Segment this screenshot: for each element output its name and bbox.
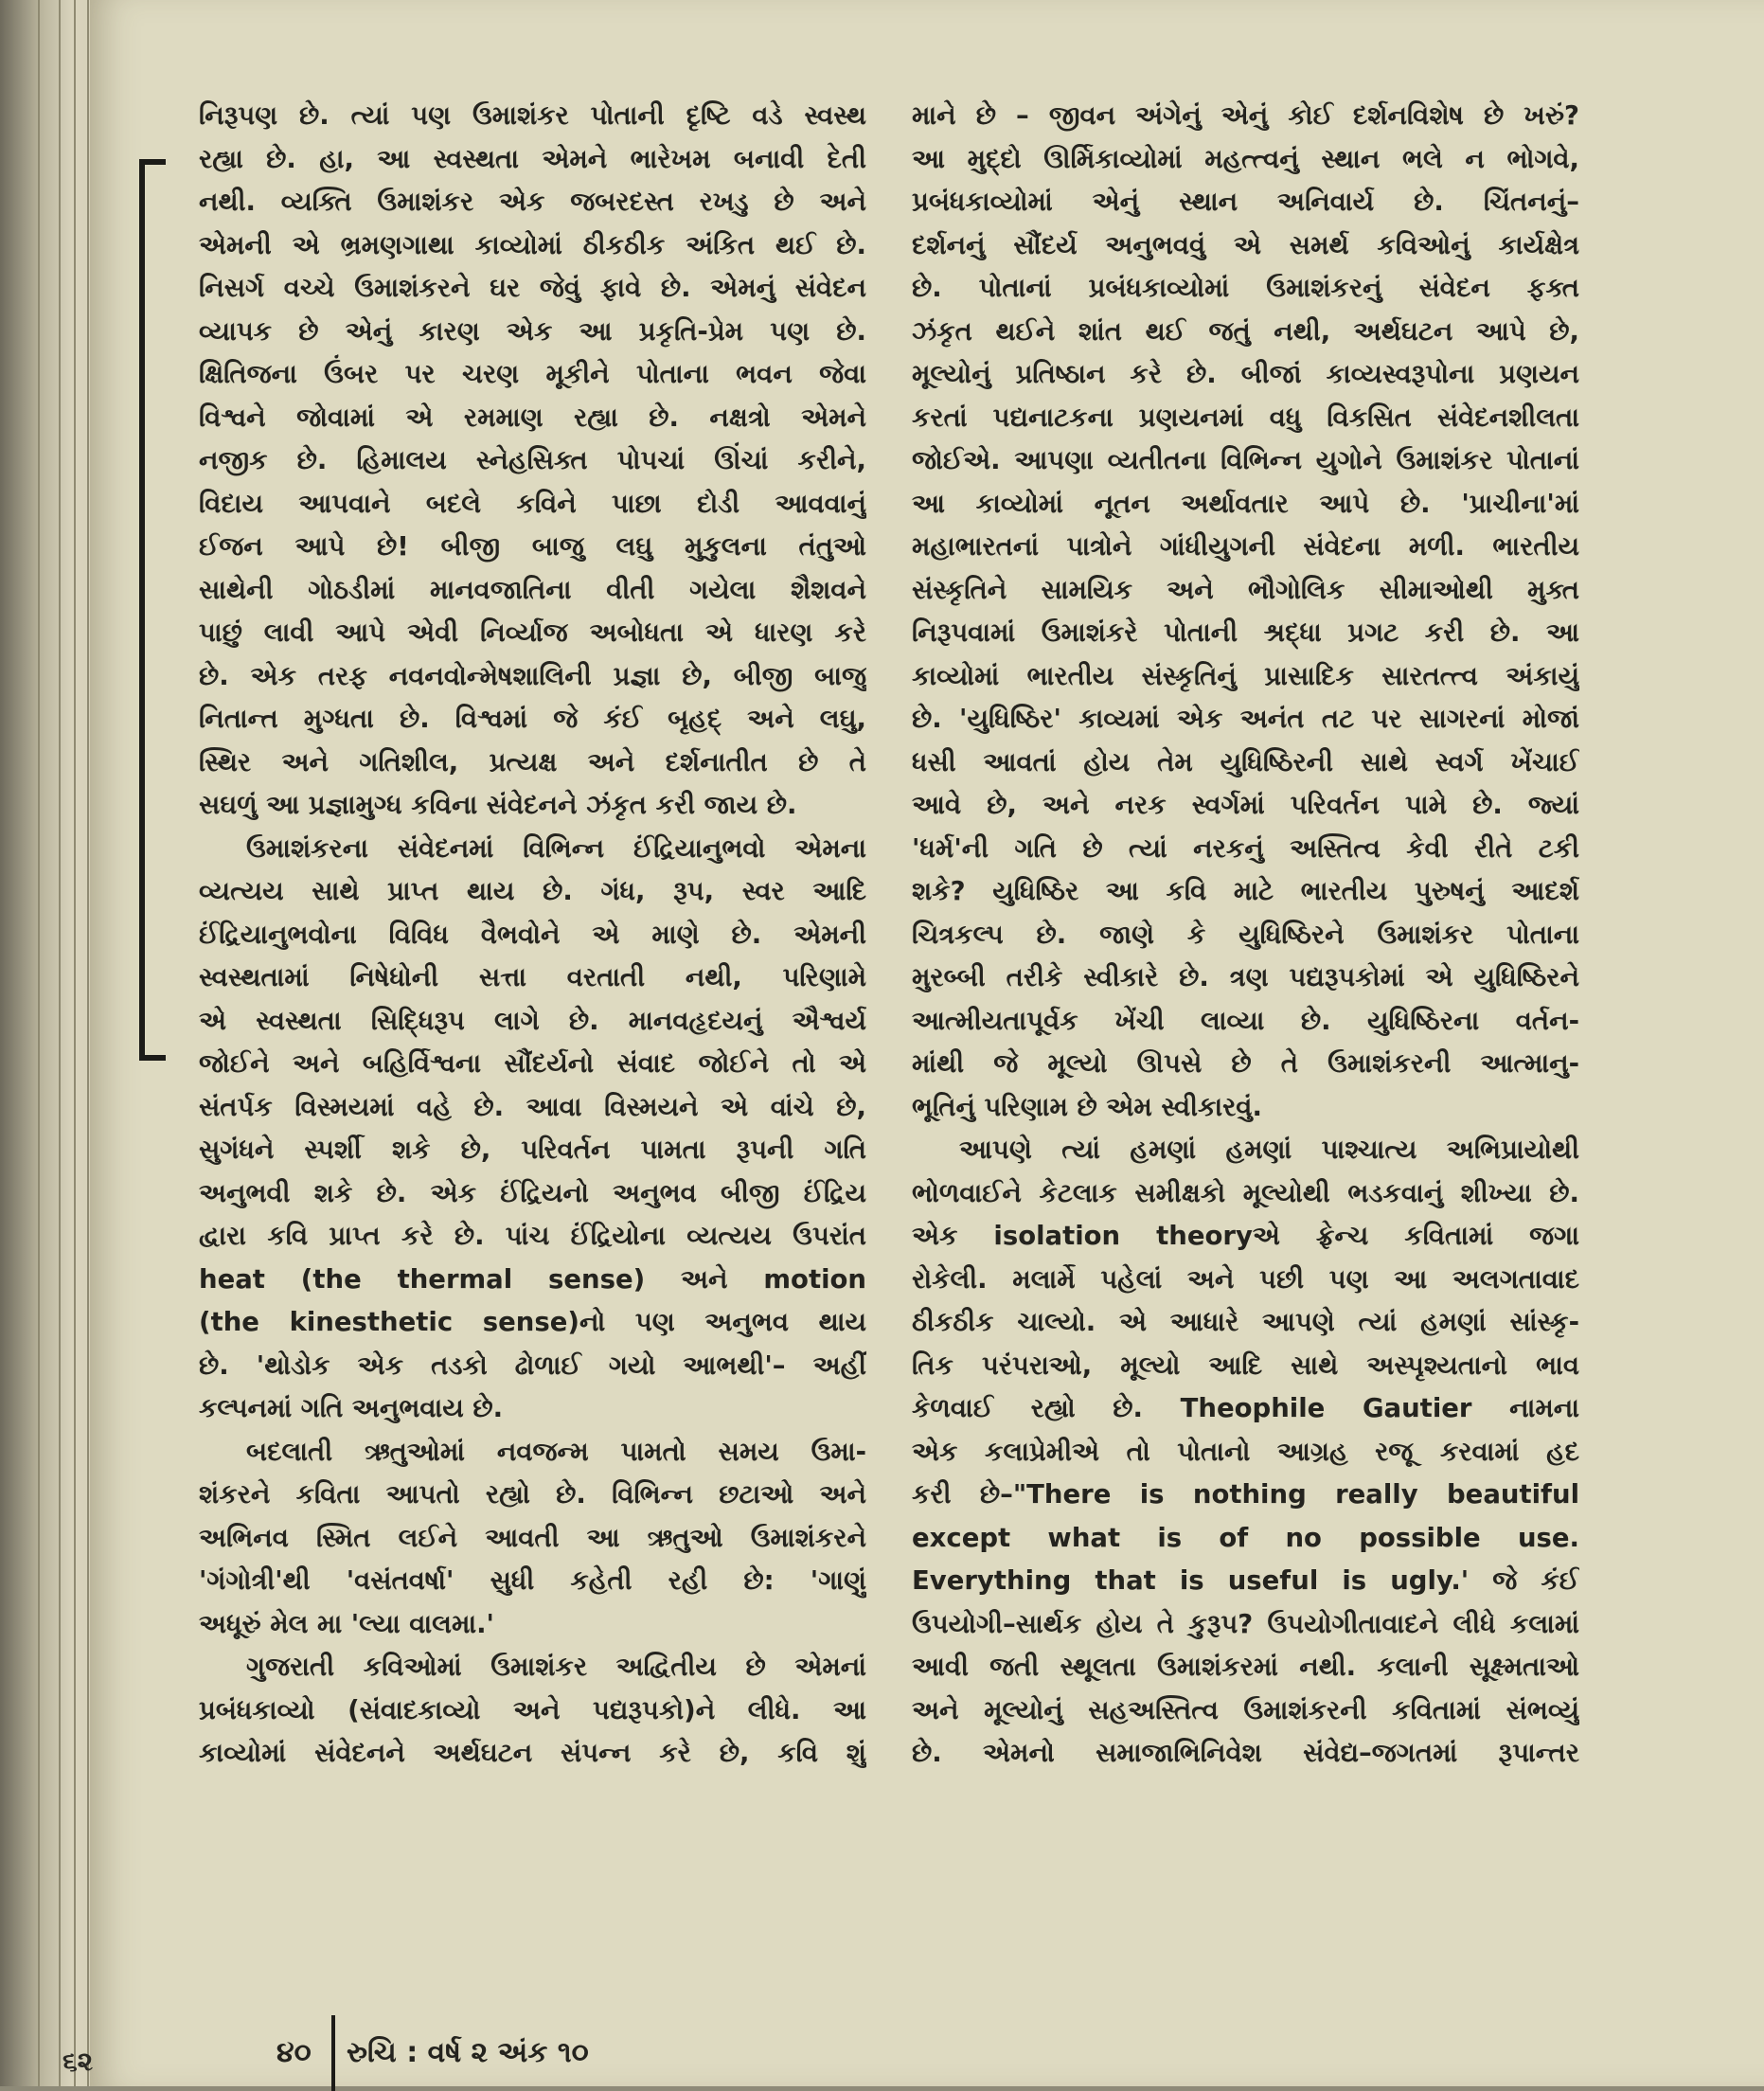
- text-line: એમની એ ભ્રમણગાથા કાવ્યોમાં ઠીકઠીક અંકિત થઈ છે.: [199, 229, 866, 260]
- text-line: ઝંકૃત થઈને શાંત થઈ જતું નથી, અર્થઘટન આપે છે,: [912, 315, 1579, 347]
- text-line: આ કાવ્યોમાં નૂતન અર્થાવતાર આપે છે. 'પ્રાચીના'માં: [912, 488, 1579, 519]
- text-line: બદલાતી ઋતુઓમાં નવજન્મ પામતો સમય ઉમા-: [246, 1436, 866, 1467]
- text-line: ચિત્રકલ્પ છે. જાણે કે યુધિષ્ઠિરને ઉમાશંકર પોતાના: [912, 919, 1579, 950]
- text-line: આવી જતી સ્થૂલતા ઉમાશંકરમાં નથી. કલાની સૂક્ષ્મતાઓ: [912, 1652, 1579, 1682]
- text-line: દર્શનનું સૌંદર્ય અનુભવવું એ સમર્થ કવિઓનું કાર્યક્ષેત્ર: [912, 229, 1579, 260]
- text-line: છે. પોતાનાં પ્રબંધકાવ્યોમાં ઉમાશંકરનું સંવેદન ફક્ત: [912, 273, 1579, 303]
- text-line: રહ્યા છે. હા, આ સ્વસ્થતા એમને ભારેખમ બનાવી દેતી: [199, 143, 866, 174]
- text-line: એ સ્વસ્થતા સિદ્ધિરૂપ લાગે છે. માનવહૃદયનું ઐશ્વર્ય: [199, 1005, 866, 1036]
- text-line: સંતર્પક વિસ્મયમાં વહે છે. આવા વિસ્મયને એ વાંચે છે,: [199, 1091, 866, 1122]
- text-line: નિરૂપણ છે. ત્યાં પણ ઉમાશંકર પોતાની દૃષ્ટિ વડે સ્વસ્થ: [199, 100, 866, 131]
- text-line: મુરબ્બી તરીકે સ્વીકારે છે. ત્રણ પદ્યરૂપકોમાં એ યુધિષ્ઠિરને: [912, 962, 1579, 992]
- footer-journal-info: રુચિ : વર્ષ ૨ અંક ૧૦: [347, 2036, 589, 2069]
- text-line: ક્ષિતિજના ઉંબર પર ચરણ મૂકીને પોતાના ભવન જેવા: [199, 359, 866, 389]
- text-line: સ્વસ્થતામાં નિષેધોની સત્તા વરતાતી નથી, પરિણામે: [199, 962, 866, 992]
- text-line: વિશ્વને જોવામાં એ રમમાણ રહ્યા છે. નક્ષત્રો એમને: [199, 402, 866, 433]
- text-line: ધસી આવતાં હોય તેમ યુધિષ્ઠિરની સાથે સ્વર્ગ ખેંચાઈ: [912, 746, 1579, 777]
- text-line: વ્યાપક છે એનું કારણ એક આ પ્રકૃતિ-પ્રેમ પણ છે.: [199, 315, 866, 347]
- text-line: સ્થિર અને ગતિશીલ, પ્રત્યક્ષ અને દર્શનાતીત છે તે: [199, 746, 866, 777]
- footer-page-number: ૪૦: [276, 2036, 312, 2069]
- text-line: except what is of no possible use.: [912, 1522, 1579, 1553]
- text-line: Everything that is useful is ugly.' જે કંઈ: [912, 1565, 1579, 1596]
- text-line: કલ્પનમાં ગતિ અનુભવાય છે.: [199, 1393, 504, 1423]
- text-line: ભૂતિનું પરિણામ છે એમ સ્વીકારવું.: [912, 1091, 1262, 1122]
- text-line: સુગંધને સ્પર્શી શકે છે, પરિવર્તન પામતા રૂપની ગતિ: [199, 1135, 866, 1165]
- text-line: પ્રબંધકાવ્યો (સંવાદકાવ્યો અને પદ્યરૂપકો)ને લીધે. આ: [199, 1694, 866, 1725]
- text-line: ભોળવાઈને કેટલાક સમીક્ષકો મૂલ્યોથી ભડકવાનું શીખ્યા છે.: [912, 1177, 1579, 1208]
- text-line: છે. એક તરફ નવનવોન્મેષશાલિની પ્રજ્ઞા છે, બીજી બાજુ: [199, 660, 866, 691]
- text-line: અભિનવ સ્મિત લઈને આવતી આ ઋતુઓ ઉમાશંકરને: [199, 1522, 866, 1553]
- text-line: રોકેલી. મલાર્મે પહેલાં અને પછી પણ આ અલગતાવાદ: [912, 1263, 1579, 1295]
- text-line: આ મુદ્દો ઊર્મિકાવ્યોમાં મહત્ત્વનું સ્થાન ભલે ન ભોગવે,: [912, 143, 1579, 174]
- text-line: આપણે ત્યાં હમણાં હમણાં પાશ્ચાત્ય અભિપ્રાયોથી: [959, 1135, 1579, 1165]
- text-line: ગુજરાતી કવિઓમાં ઉમાશંકર અદ્વિતીય છે એમનાં: [246, 1652, 866, 1682]
- text-line: દ્વારા કવિ પ્રાપ્ત કરે છે. પાંચ ઈંદ્રિયોના વ્યત્યય ઉપરાંત: [199, 1221, 866, 1251]
- text-line: (the kinesthetic sense)નો પણ અનુભવ થાય: [199, 1307, 866, 1337]
- text-line: છે. એમનો સમાજાભિનિવેશ સંવેદ્ય–જગતમાં રૂપાન્તર: [912, 1738, 1579, 1768]
- text-line: કાવ્યોમાં સંવેદનને અર્થઘટન સંપન્ન કરે છે, કવિ શું: [199, 1738, 866, 1768]
- text-line: માંથી જે મૂલ્યો ઊપસે છે તે ઉમાશંકરની આત્માનુ-: [912, 1048, 1579, 1079]
- footer-divider: [331, 2015, 335, 2091]
- text-line: કેળવાઈ રહ્યો છે. Theophile Gautier નામના: [912, 1393, 1579, 1423]
- text-line: નથી. વ્યક્તિ ઉમાશંકર એક જબરદસ્ત રખડુ છે અને: [199, 187, 866, 217]
- text-line: છે. 'થોડોક એક તડકો ઢોળાઈ ગયો આભથી'– અહીં: [199, 1349, 866, 1381]
- text-line: કરી છે–"There is nothing really beautiful: [912, 1479, 1579, 1510]
- text-line: કાવ્યોમાં ભારતીય સંસ્કૃતિનું પ્રાસાદિક સારતત્ત્વ અંકાયું: [912, 660, 1579, 691]
- text-line: મહાભારતનાં પાત્રોને ગાંધીયુગની સંવેદના મળી. ભારતીય: [912, 531, 1579, 562]
- text-line: 'ધર્મ'ની ગતિ છે ત્યાં નરકનું અસ્તિત્વ કેવી રીતે ટકી: [912, 832, 1579, 864]
- text-line: નિરૂપવામાં ઉમાશંકરે પોતાની શ્રદ્ધા પ્રગટ કરી છે. આ: [912, 617, 1579, 648]
- text-line: નિસર્ગ વચ્ચે ઉમાશંકરને ઘર જેવું ફાવે છે. એમનું સંવેદન: [199, 273, 866, 303]
- text-line: 'ગંગોત્રી'થી 'વસંતવર્ષા' સુધી કહેતી રહી છે: 'ગાણું: [199, 1565, 866, 1596]
- text-line: ઠીકઠીક ચાલ્યો. એ આધારે આપણે ત્યાં હમણાં સાંસ્કૃ-: [912, 1307, 1579, 1337]
- text-line: એક કલાપ્રેમીએ તો પોતાનો આગ્રહ રજૂ કરવામાં હદ: [912, 1436, 1579, 1467]
- text-line: છે. 'યુધિષ્ઠિર' કાવ્યમાં એક અનંત તટ પર સાગરનાં મોજાં: [912, 704, 1579, 734]
- text-line: શંકરને કવિતા આપતો રહ્યો છે. વિભિન્ન છટાઓ અને: [199, 1479, 866, 1510]
- text-line: ઉમાશંકરના સંવેદનમાં વિભિન્ન ઈંદ્રિયાનુભવો એમના: [246, 832, 866, 864]
- margin-bracket: [139, 159, 166, 1061]
- text-line: શકે? યુધિષ્ઠિર આ કવિ માટે ભારતીય પુરુષનું આદર્શ: [912, 876, 1579, 906]
- text-line: સઘળું આ પ્રજ્ઞામુગ્ધ કવિના સંવેદનને ઝંકૃત કરી જાય છે.: [199, 790, 797, 820]
- right-text-column: [912, 95, 1579, 1776]
- text-line: અને મૂલ્યોનું સહઅસ્તિત્વ ઉમાશંકરની કવિતામાં સંભવ્યું: [912, 1694, 1579, 1725]
- text-line: એક isolation theoryએ ફ્રેન્ચ કવિતામાં જગા: [912, 1221, 1579, 1251]
- text-line: heat (the thermal sense) અને motion: [199, 1263, 866, 1295]
- text-line: ઉપયોગી–સાર્થક હોય તે કુરૂપ? ઉપયોગીતાવાદને લીધે કલામાં: [912, 1608, 1579, 1639]
- text-line: સાથેની ગોઠડીમાં માનવજાતિના વીતી ગયેલા શૈશવને: [199, 574, 866, 605]
- text-line: આવે છે, અને નરક સ્વર્ગમાં પરિવર્તન પામે છે. જ્યાં: [912, 790, 1579, 820]
- margin-page-number: ૬૨: [62, 2046, 94, 2077]
- left-text-column: [199, 95, 866, 1776]
- text-line: વ્યત્યય સાથે પ્રાપ્ત થાય છે. ગંધ, રૂપ, સ્વર આદિ: [199, 876, 866, 906]
- text-line: અધૂરું મેલ મા 'લ્યા વાલમા.': [199, 1608, 494, 1639]
- text-line: કરતાં પદ્યનાટકના પ્રણયનમાં વધુ વિકસિત સંવેદનશીલતા: [912, 402, 1579, 433]
- text-line: નજીક છે. હિમાલય સ્નેહસિક્ત પોપચાં ઊંચાં કરીને,: [199, 445, 866, 475]
- text-line: પ્રબંધકાવ્યોમાં એનું સ્થાન અનિવાર્ય છે. ચિંતનનું–: [912, 187, 1579, 217]
- text-line: ઈજન આપે છે! બીજી બાજુ લઘુ મુકુલના તંતુઓ: [199, 531, 866, 562]
- text-line: માને છે – જીવન અંગેનું એનું કોઈ દર્શનવિશેષ છે ખરું?: [912, 100, 1579, 131]
- text-line: અનુભવી શકે છે. એક ઈંદ્રિયનો અનુભવ બીજી ઈંદ્રિય: [199, 1177, 866, 1208]
- text-line: જોઈને અને બહિર્વિશ્વના સૌંદર્યનો સંવાદ જોઈને તો એ: [199, 1048, 866, 1079]
- text-line: સંસ્કૃતિને સામયિક અને ભૌગોલિક સીમાઓથી મુક્ત: [912, 574, 1579, 605]
- text-line: તિક પરંપરાઓ, મૂલ્યો આદિ સાથે અસ્પૃશ્યતાનો ભાવ: [912, 1349, 1579, 1381]
- text-line: વિદાય આપવાને બદલે કવિને પાછા દોડી આવવાનું: [199, 488, 866, 519]
- text-line: ઈંદ્રિયાનુભવોના વિવિધ વૈભવોને એ માણે છે. એમની: [199, 919, 866, 950]
- text-line: મૂલ્યોનું પ્રતિષ્ઠાન કરે છે. બીજાં કાવ્યસ્વરૂપોના પ્રણયન: [912, 359, 1579, 389]
- text-line: આત્મીયતાપૂર્વક ખેંચી લાવ્યા છે. યુધિષ્ઠિરના વર્તન-: [912, 1005, 1579, 1036]
- text-line: નિતાન્ત મુગ્ધતા છે. વિશ્વમાં જે કંઈ બૃહદ્ અને લઘુ,: [199, 704, 866, 734]
- text-line: જોઈએ. આપણા વ્યતીતના વિભિન્ન યુગોને ઉમાશંકર પોતાનાં: [912, 445, 1579, 475]
- text-line: પાછું લાવી આપે એવી નિર્વ્યાજ અબોધતા એ ધારણ કરે: [199, 617, 866, 648]
